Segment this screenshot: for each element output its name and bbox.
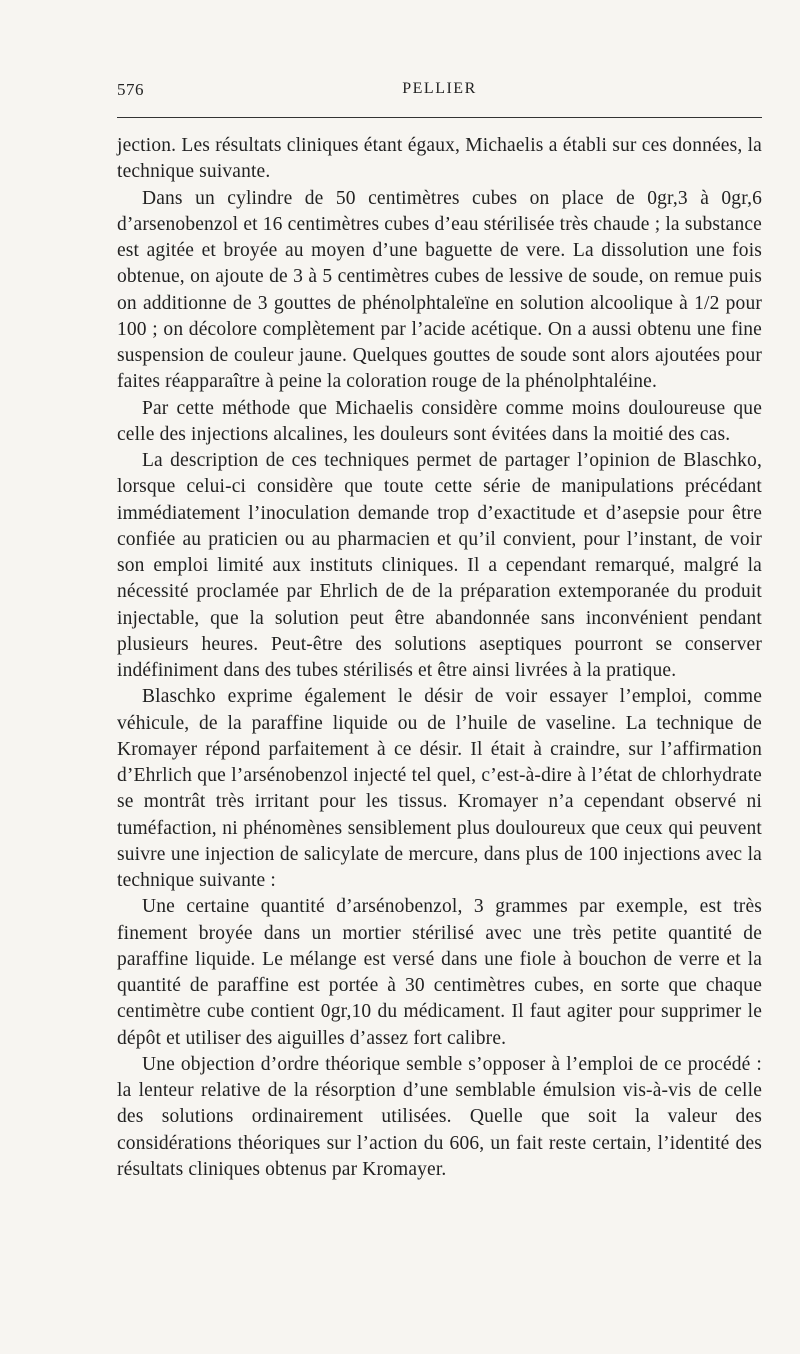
page-header	[117, 80, 762, 104]
paragraph-4: La description de ces techniques permet de partager l’opinion de Blaschko, lorsque celui-ci considère que toute cette série de manipulations précédant immédiatement l’inoculation demande trop d’exactitude et d’asepsie pour être confiée au praticien ou au pharmacien et qu’il convient, pour l’instant, de voir son emploi limité aux instituts cliniques. Il a cependant remarqué, malgré la nécessité proclamée par Ehrlich de de la préparation extemporanée du produit injectable, que la solution peut être abandonnée sans inconvénient pendant plusieurs heures. Peut-être des solutions aseptiques pourront se conserver indéfiniment dans des tubes stérilisés et être ainsi livrées à la pratique.	[117, 450, 762, 681]
page-number: 576	[117, 80, 144, 99]
paragraph-7: Une objection d’ordre théorique semble s’opposer à l’emploi de ce procédé : la lenteur relative de la résorption d’une semblable émulsion vis-à-vis de celle des solutions ordinairement utilisées. Quelle que soit la valeur des considérations théoriques sur l’action du 606, un fait reste certain, l’identité des résultats cliniques obtenus par Kromayer.	[117, 1053, 762, 1180]
running-head: PELLIER	[402, 80, 477, 97]
header-rule	[117, 117, 762, 118]
paragraph-5: Blaschko exprime également le désir de voir essayer l’emploi, comme véhicule, de la paraffine liquide ou de l’huile de vaseline. La technique de Kromayer répond parfaitement à ce désir. Il était à craindre, sur l’affirmation d’Ehrlich que l’arsénobenzol injecté tel quel, c’est-à-dire à l’état de chlorhydrate se montrât très irritant pour les tissus. Kromayer n’a cependant observé ni tuméfaction, ni phénomènes sensiblement plus douloureux que ceux qui peuvent suivre une injection de salicylate de mercure, dans plus de 100 injections avec la technique suivante :	[117, 686, 762, 891]
paragraph-1: jection. Les résultats cliniques étant égaux, Michaelis a établi sur ces données, la technique suivante.	[117, 135, 762, 183]
paragraph-2: Dans un cylindre de 50 centimètres cubes on place de 0gr,3 à 0gr,6 d’arsenobenzol et 16 centimètres cubes d’eau stérilisée très chaude ; la substance est agitée et broyée au moyen d’une baguette de vere. La dissolution une fois obtenue, on ajoute de 3 à 5 centimètres cubes de lessive de soude, on remue puis on additionne de 3 gouttes de phénolphtaleïne en solution alcoolique à 1/2 pour 100 ; on décolore complètement par l’acide acétique. On a aussi obtenu une fine suspension de couleur jaune. Quelques gouttes de soude sont alors ajoutées pour faites réapparaître à peine la coloration rouge de la phénolphtaléine.	[117, 187, 762, 393]
paragraph-6: Une certaine quantité d’arsénobenzol, 3 grammes par exemple, est très finement broyée dans un mortier stérilisé avec une très petite quantité de paraffine liquide. Le mélange est versé dans une fiole à bouchon de verre et la quantité de paraffine est portée à 30 centimètres cubes, en sorte que chaque centimètre cube contient 0gr,10 du médicament. Il faut agiter pour supprimer le dépôt et utiliser des aiguilles d’assez fort calibre.	[117, 896, 762, 1049]
paragraph-3: Par cette méthode que Michaelis considère comme moins douloureuse que celle des injections alcalines, les douleurs sont évitées dans la moitié des cas.	[117, 397, 762, 445]
body-text	[117, 133, 762, 1183]
